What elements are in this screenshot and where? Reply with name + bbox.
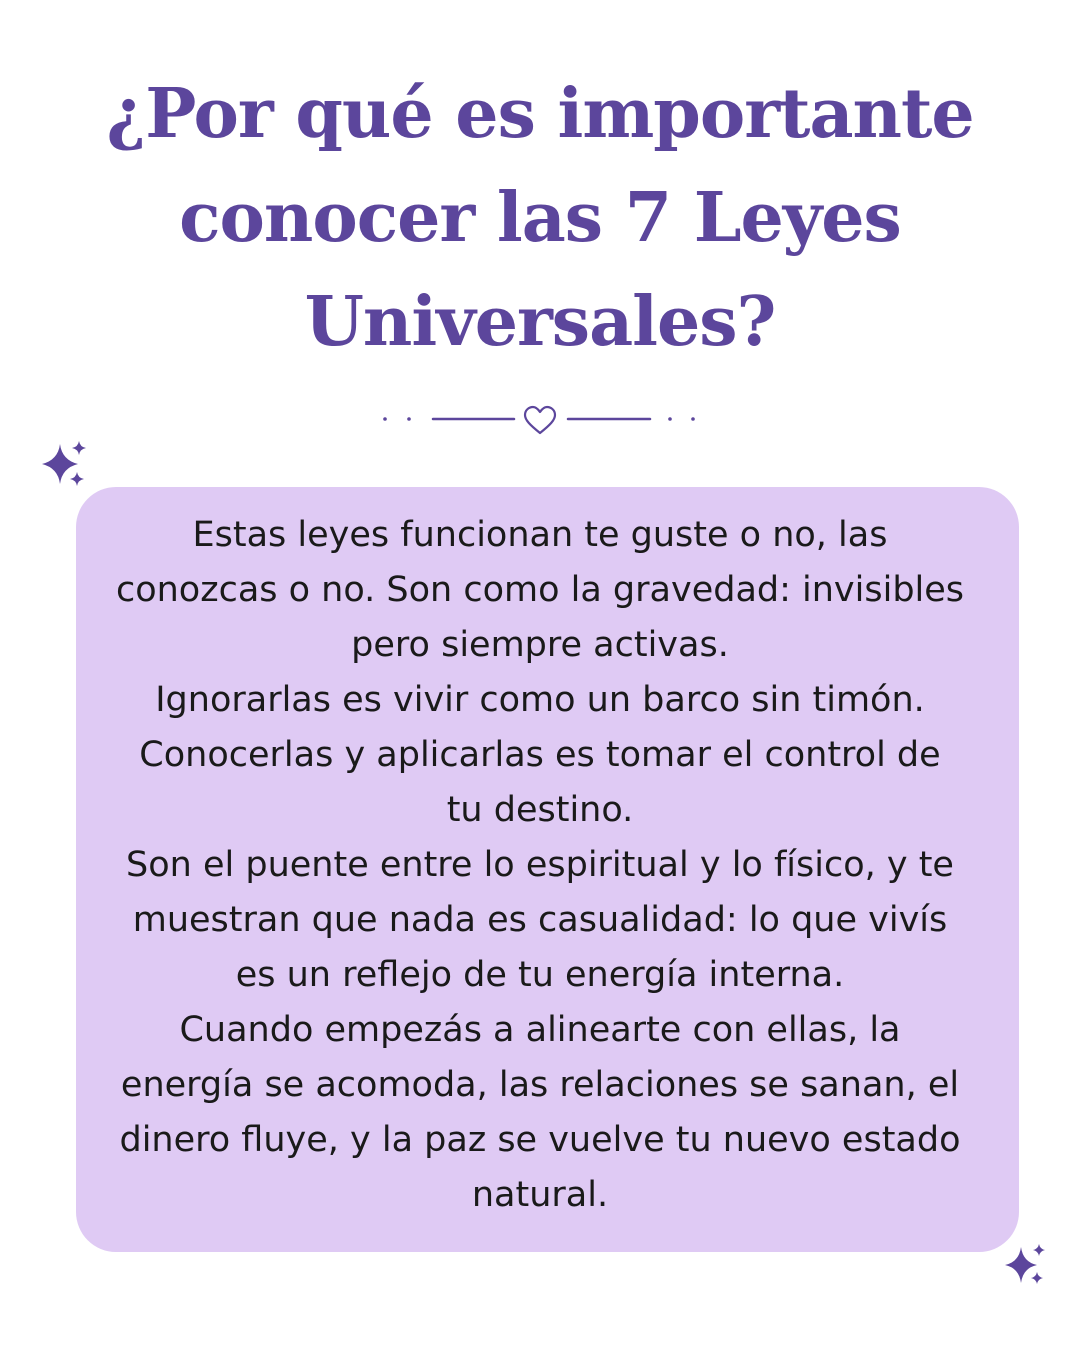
body-line: energía se acomoda, las relaciones se sanan, el	[120, 1065, 960, 1105]
body-line: Cuando empezás a alinearte con ellas, la	[179, 1010, 901, 1050]
title-line: ¿Por qué es importante	[106, 74, 974, 154]
body-line: Conocerlas y aplicarlas es tomar el control de	[139, 735, 941, 775]
heart-divider-icon	[380, 404, 700, 438]
body-line: natural.	[471, 1175, 609, 1215]
sparkle-icon	[1002, 1242, 1048, 1288]
body-line: muestran que nada es casualidad: lo que vivís	[132, 900, 948, 940]
title-line: conocer las 7 Leyes	[179, 178, 901, 258]
page-title	[60, 62, 1020, 374]
body-line: Son el puente entre lo espiritual y lo físico, y te	[126, 845, 954, 885]
body-line: pero siempre activas.	[351, 625, 729, 665]
title-line: Universales?	[304, 282, 776, 362]
body-line: tu destino.	[446, 790, 634, 830]
sparkle-icon	[38, 438, 90, 490]
card-body-text	[0, 508, 1080, 1223]
body-line: Estas leyes funcionan te guste o no, las	[192, 515, 888, 555]
body-line: Ignorarlas es vivir como un barco sin timón.	[155, 680, 925, 720]
body-line: dinero fluye, y la paz se vuelve tu nuevo estado	[119, 1120, 961, 1160]
body-line: es un reflejo de tu energía interna.	[235, 955, 845, 995]
body-line: conozcas o no. Son como la gravedad: invisibles	[115, 570, 965, 610]
